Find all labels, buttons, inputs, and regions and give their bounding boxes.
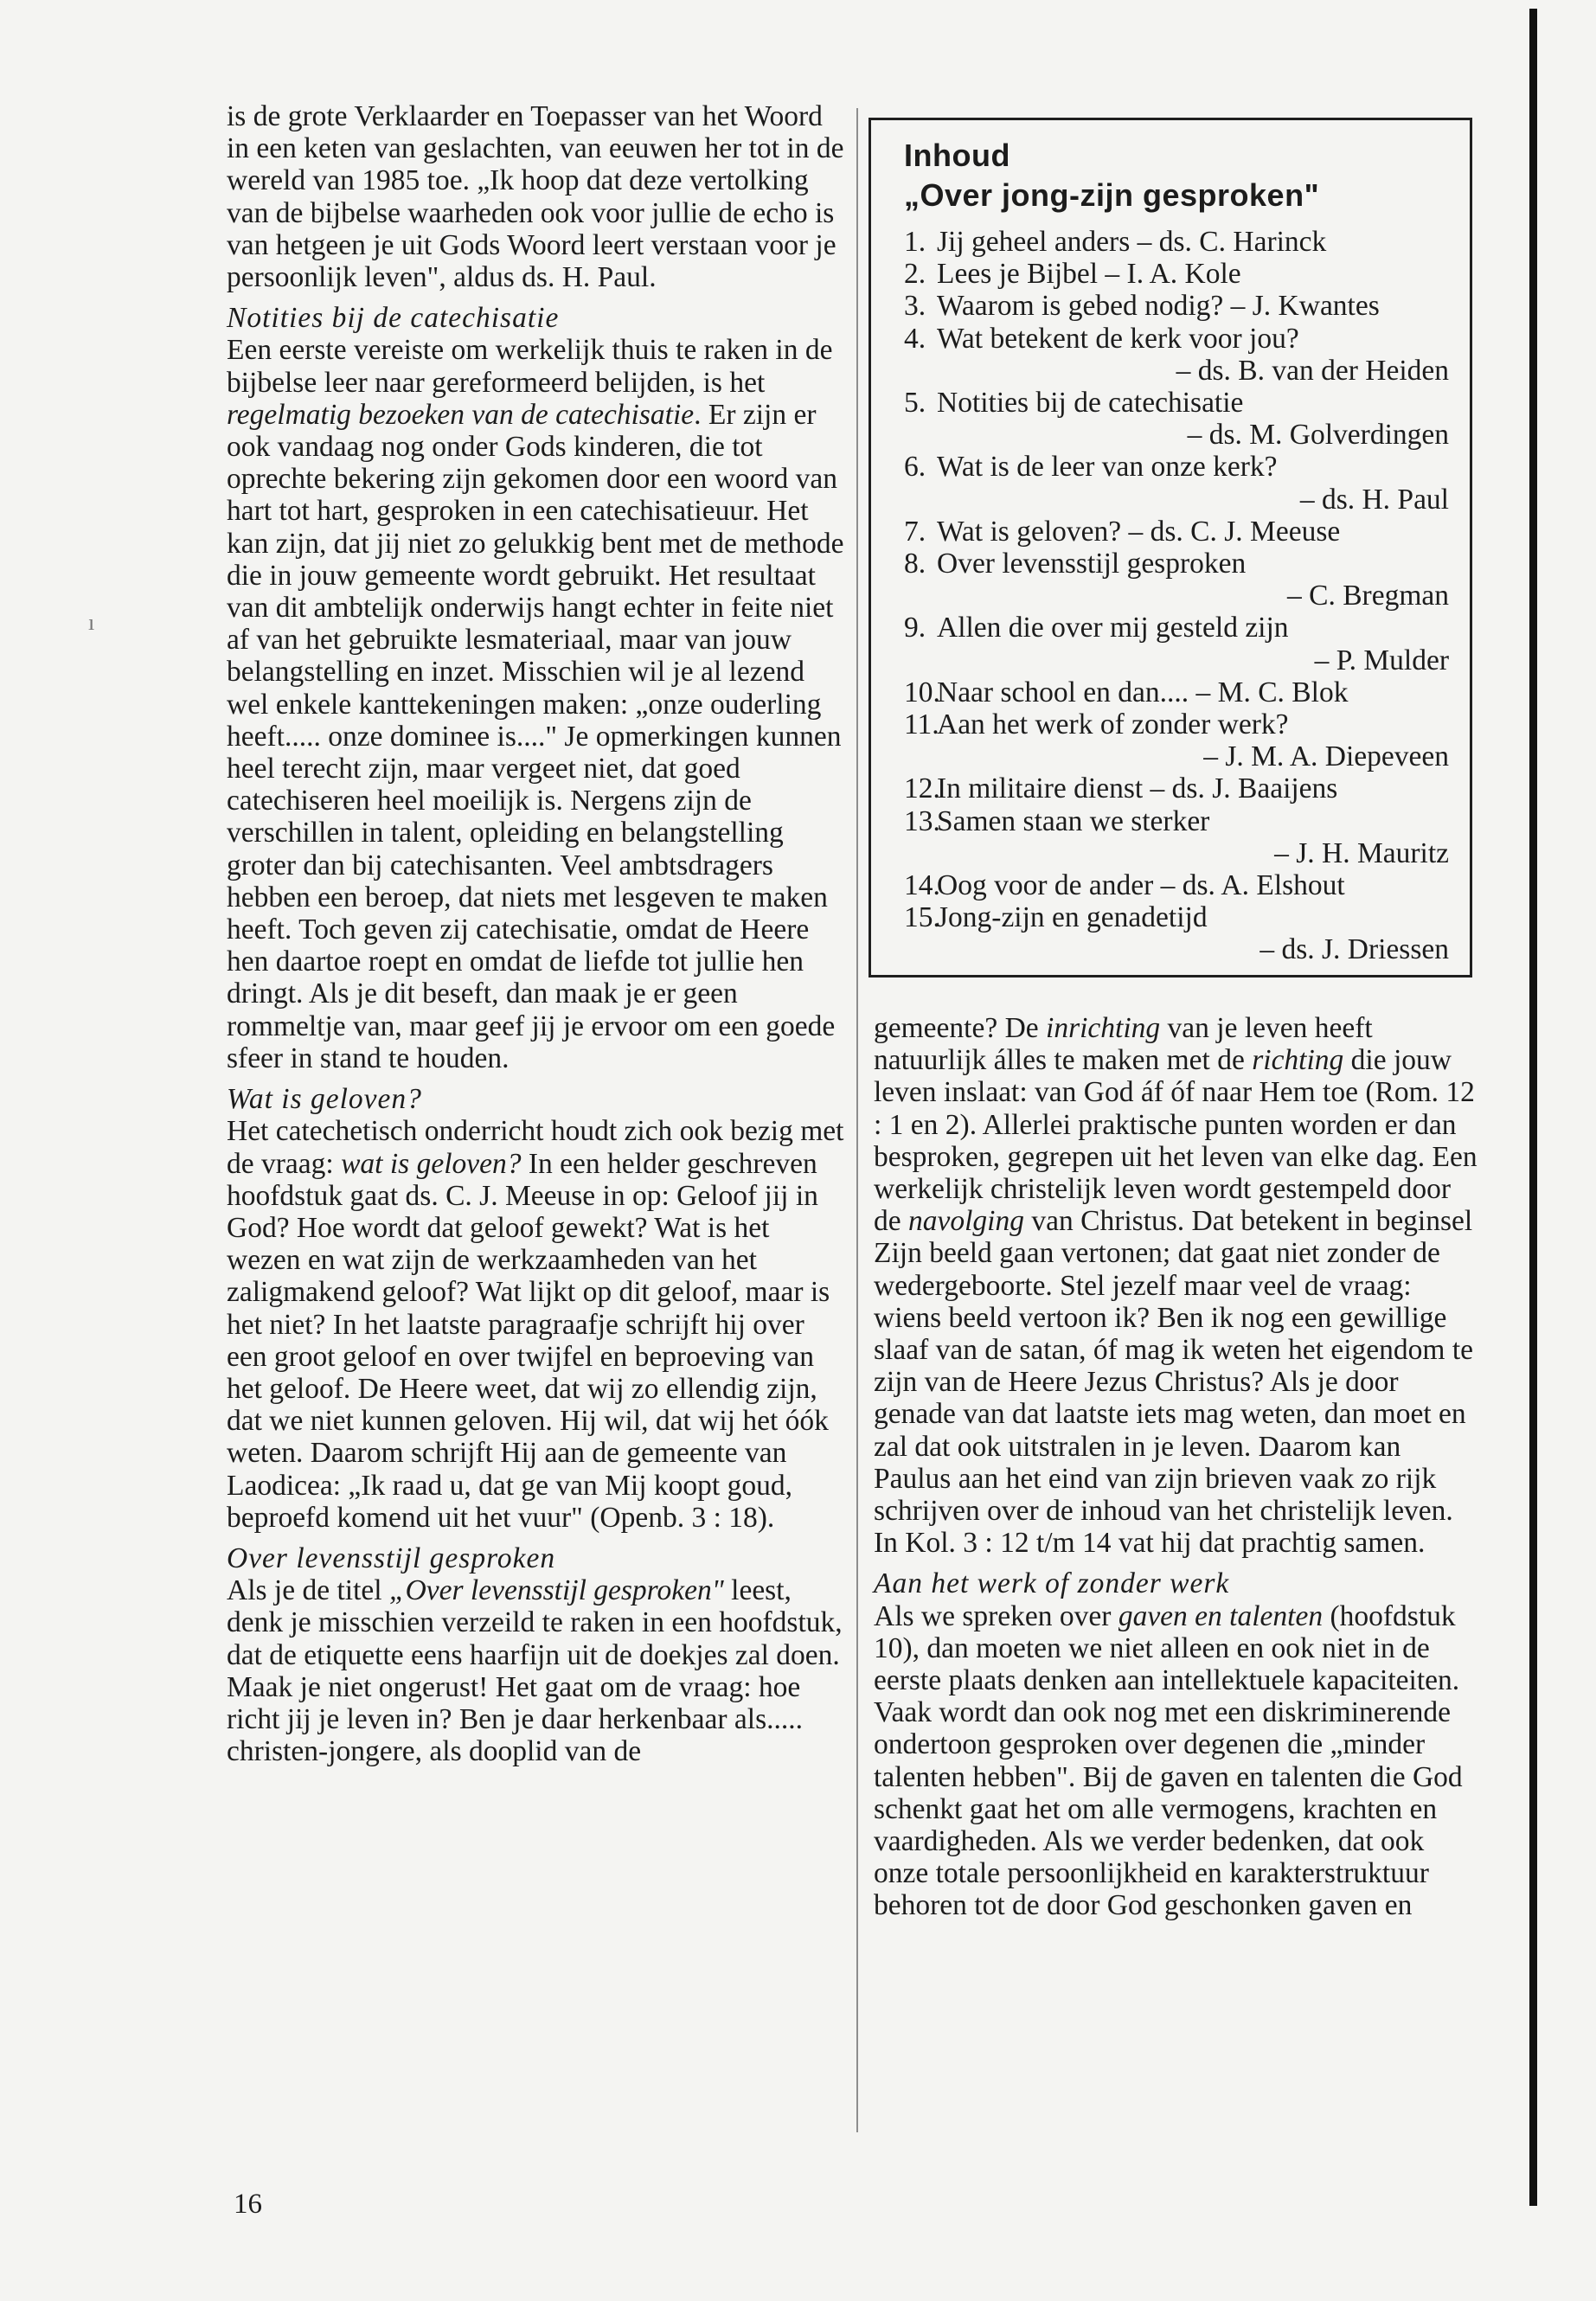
contents-item-author: – ds. B. van der Heiden [1176,354,1449,387]
contents-item [904,451,1449,515]
contents-item-title: Waarom is gebed nodig? – J. Kwantes [937,290,1380,323]
right-column [874,1012,1479,1922]
contents-item [904,772,1449,804]
contents-item-title: Naar school en dan.... – M. C. Blok [937,676,1349,708]
contents-item-number: 13. [904,804,940,837]
left-column [227,100,849,1767]
contents-item-number: 14. [904,869,940,902]
body-paragraph [227,334,849,1074]
page-number: 16 [234,2189,262,2220]
italic-phrase: „Over levensstijl gesproken" [388,1574,724,1607]
contents-item-number: 1. [904,226,926,258]
contents-item-title: Wat is geloven? – ds. C. J. Meeuse [937,515,1341,548]
contents-item-title: Jong-zijn en genadetijd [937,901,1208,934]
contents-item-number: 7. [904,515,926,548]
contents-item [904,548,1449,612]
contents-item [904,901,1449,965]
body-paragraph [227,1115,849,1534]
column-divider [856,108,858,2132]
contents-item-title: Aan het werk of zonder werk? [937,708,1289,741]
contents-item-title: Lees je Bijbel – I. A. Kole [937,258,1241,291]
contents-item [904,323,1449,387]
contents-item-author: – C. Bregman [1286,580,1449,612]
text-run: die jouw leven inslaat: van God áf óf naar Hem toe (Rom. 12 : 1 en 2). Allerlei praktische punten worden er dan besproken, gegrepen uit het leven van elke dag. Een werkelijk christelijk leven wordt gestempeld door de [874,1044,1477,1238]
contents-box [869,118,1472,977]
contents-item [904,676,1449,708]
contents-title-line1: Inhoud [904,138,1010,173]
contents-item-title: Oog voor de ander – ds. A. Elshout [937,869,1345,902]
contents-item [904,290,1449,322]
contents-item-author: – J. H. Mauritz [1274,836,1449,869]
contents-item [904,869,1449,901]
italic-phrase: gaven en talenten [1118,1599,1324,1632]
text-run: van Christus. Dat betekent in beginsel Zijn beeld gaan vertonen; dat gaat niet zonder de wedergeboorte. Stel jezelf maar veel de vraag: wiens beeld vertoon ik? Ben ik nog een gewillige slaaf van de satan, óf mag ik weten het eigendom te zijn van de Heere Jezus Christus? Als je door genade van dat laatste iets mag weten, dan moet en zal dat ook uitstralen in je leven. Daarom kan Paulus aan het eind van zijn brieven vaak zo rijk schrijven over de inhoud van het christelijk leven. In Kol. 3 : 12 t/m 14 vat hij dat prachtig samen. [874,1205,1474,1560]
italic-phrase: regelmatig bezoeken van de catechisatie [227,398,695,431]
contents-item-title: Over levensstijl gesproken [937,548,1247,580]
contents-item-number: 6. [904,451,926,484]
italic-phrase: wat is geloven? [341,1147,522,1180]
contents-item-number: 10. [904,676,940,708]
text-run: gemeente? De [874,1012,1047,1044]
contents-item-title: Samen staan we sterker [937,804,1210,837]
contents-item [904,516,1449,548]
contents-title-line2: „Over jong-zijn gesproken" [904,177,1320,213]
contents-item [904,805,1449,869]
text-run: Het catechetisch onderricht houdt zich ook bezig met de vraag: [227,1115,844,1180]
contents-item-author: – ds. J. Driessen [1259,933,1449,966]
contents-item-title: Notities bij de catechisatie [937,387,1244,420]
contents-item [904,708,1449,772]
text-run: van je leven heeft natuurlijk álles te maken met de [874,1012,1373,1077]
text-run: (hoofdstuk 10), dan moeten we niet alleen en ook niet in de eerste plaats denken aan intellektuele kapaciteiten. Vaak wordt dan ook nog met een diskriminerende ondertoon gesproken over degenen die „minder talenten hebben". Bij de gaven en talenten die God schenkt gaat het om alle vermogens, krachten en vaardigheden. Als we verder bedenken, dat ook onze totale persoonlijkheid en karakterstruktuur behoren tot de door God geschonken gaven en [874,1599,1463,1922]
text-run: In een helder geschreven hoofdstuk gaat ds. C. J. Meeuse in op: Geloof jij in God? Hoe wordt dat geloof gewekt? Wat is het wezen en wat zijn de werkzaamheden van het zaligmakend geloof? Wat lijkt op dit geloof, maar is het niet? In het laatste paragraafje schrijft hij over een groot geloof en over twijfel en beproeving van het geloof. De Heere weet, dat wij zo ellendig zijn, dat we niet kunnen geloven. Hij wil, dat wij het óók weten. Daarom schrijft Hij aan de gemeente van Laodicea: „Ik raad u, dat ge van Mij koopt goud, beproefd komend uit het vuur" (Openb. 3 : 18). [227,1147,830,1534]
contents-item-title: Wat betekent de kerk voor jou? [937,322,1299,355]
contents-item-number: 2. [904,258,926,291]
section-heading: Over levensstijl gesproken [227,1541,556,1574]
contents-item-number: 5. [904,387,926,420]
contents-item-number: 4. [904,322,926,355]
page-edge-bar [1529,9,1537,2206]
contents-item-number: 3. [904,290,926,323]
contents-item-number: 11. [904,708,939,741]
contents-item-author: – ds. H. Paul [1299,483,1449,516]
stray-mark: ı [88,610,95,635]
body-paragraph [227,100,849,293]
contents-title [904,136,1449,215]
body-paragraph [874,1012,1479,1559]
contents-item-title: In militaire dienst – ds. J. Baaijens [937,772,1338,805]
section-heading: Aan het werk of zonder werk [874,1567,1230,1600]
contents-list [904,226,1449,966]
text-run: . Er zijn er ook vandaag nog onder Gods kinderen, die tot oprechte bekering zijn gekomen door een woord van hart tot hart, gesproken in een catechisatieuur. Het kan zijn, dat jij niet zo gelukkig bent met de methode die in jouw gemeente wordt gebruikt. Het resultaat van dit ambtelijk onderwijs hangt echter in feite niet af van het gebruikte lesmateriaal, maar van jouw belangstelling en inzet. Misschien wil je al lezend wel enkele kanttekeningen maken: „onze ouderling heeft..... onze dominee is...." Je opmerkingen kunnen heel terecht zijn, maar vergeet niet, dat goed catechiseren heel moeilijk is. Nergens zijn de verschillen in talent, opleiding en belangstelling groter dan bij catechisanten. Veel ambtsdragers hebben een beroep, dat niets met lesgeven te maken heeft. Toch geven zij catechisatie, omdat de Heere hen daartoe roept en omdat de liefde tot jullie hen dringt. Als je dit beseft, dan maak je er geen rommeltje van, maar geef jij je ervoor om een goede sfeer in stand te houden. [227,398,844,1074]
text-run: is de grote Verklaarder en Toepasser van het Woord in een keten van geslachten, van eeuwen her tot in de wereld van 1985 toe. „Ik hoop dat deze vertolking van de bijbelse waarheden ook voor jullie de echo is van hetgeen je uit Gods Woord leert verstaan voor je persoonlijk leven", aldus ds. H. Paul. [227,100,844,294]
contents-item-author: – P. Mulder [1314,644,1449,676]
text-run: leest, denk je misschien verzeild te raken in een hoofdstuk, dat de etiquette eens haarfijn uit de doekjes zal doen. Maak je niet ongerust! Het gaat om de vraag: hoe richt jij je leven in? Ben je daar herkenbaar als..... christen-jongere, als dooplid van de [227,1574,843,1768]
contents-item [904,226,1449,258]
contents-item-title: Allen die over mij gesteld zijn [937,612,1289,644]
italic-phrase: navolging [908,1205,1024,1238]
text-run: Als je de titel [227,1574,389,1607]
contents-item-number: 15. [904,901,940,934]
contents-item-title: Wat is de leer van onze kerk? [937,451,1278,484]
section-heading: Wat is geloven? [227,1083,422,1116]
text-run: Een eerste vereiste om werkelijk thuis te raken in de bijbelse leer naar gereformeerd belijden, is het [227,334,833,399]
contents-item-number: 9. [904,612,926,644]
contents-item [904,387,1449,451]
contents-item-number: 12. [904,772,940,805]
italic-phrase: richting [1252,1044,1344,1077]
contents-item [904,612,1449,676]
contents-item [904,258,1449,290]
contents-item-author: – J. M. A. Diepeveen [1203,740,1449,773]
contents-item-number: 8. [904,548,926,580]
contents-item-author: – ds. M. Golverdingen [1187,419,1449,452]
italic-phrase: inrichting [1046,1012,1161,1044]
text-run: Als we spreken over [874,1599,1118,1632]
body-paragraph [227,1574,849,1767]
body-paragraph [874,1600,1479,1922]
contents-item-title: Jij geheel anders – ds. C. Harinck [937,226,1327,258]
section-heading: Notities bij de catechisatie [227,302,560,335]
